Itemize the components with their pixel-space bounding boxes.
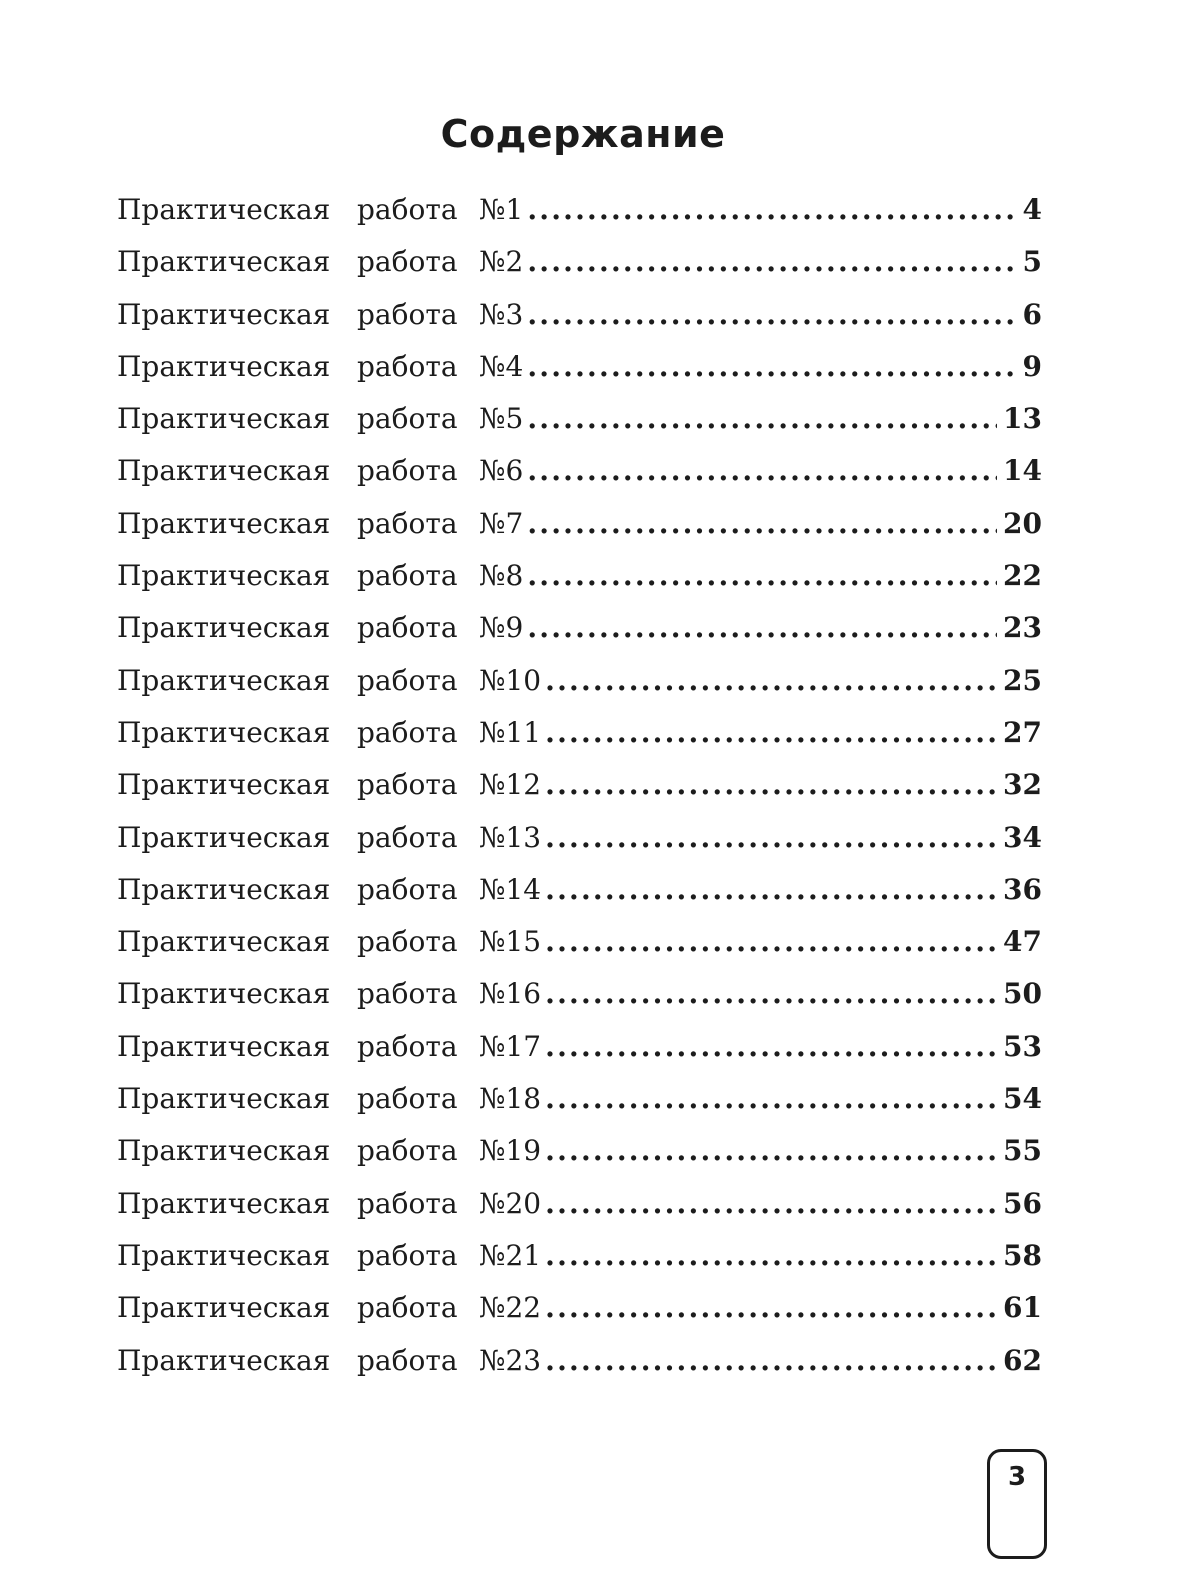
toc-row[interactable] (117, 1282, 1042, 1334)
toc-dot-leader (527, 498, 997, 550)
toc-page-number: 6 (1022, 297, 1042, 331)
toc-dot-leader (545, 1073, 997, 1125)
toc-entry-word1: Практическая (117, 925, 331, 959)
toc-entry-word2: работа (357, 349, 458, 383)
toc-entry-word1: Практическая (117, 872, 331, 906)
toc-entry-word2: работа (357, 402, 458, 436)
toc-page-number: 61 (1003, 1291, 1042, 1325)
toc-entry-word1: Практическая (117, 663, 331, 697)
toc-entry-number: №6 (479, 454, 524, 488)
toc-entry-number: №7 (479, 506, 524, 540)
toc-page-number: 55 (1003, 1134, 1042, 1168)
toc-dot-leader (545, 916, 997, 968)
toc-page-number: 13 (1003, 402, 1042, 436)
toc-dot-leader (545, 1230, 997, 1282)
toc-entry-word1: Практическая (117, 1082, 331, 1116)
toc-row[interactable] (117, 445, 1042, 497)
toc-row[interactable] (117, 864, 1042, 916)
toc-entry-word2: работа (357, 768, 458, 802)
toc-entry-number: №9 (479, 611, 524, 645)
toc-entry-word2: работа (357, 715, 458, 749)
toc-entry-number: №1 (479, 193, 524, 226)
toc-page-number: 58 (1003, 1238, 1042, 1272)
toc-dot-leader (545, 707, 997, 759)
toc-entry-word2: работа (357, 559, 458, 593)
toc-entry-word2: работа (357, 245, 458, 279)
toc-entry-number: №10 (479, 663, 542, 697)
toc-entry-number: №16 (479, 977, 542, 1011)
page-title: Содержание (440, 112, 726, 156)
toc-dot-leader (527, 184, 1016, 236)
toc-entry-word2: работа (357, 193, 458, 226)
toc-page-number: 20 (1003, 506, 1042, 540)
toc-page-number: 4 (1022, 193, 1042, 226)
toc-entry-word2: работа (357, 611, 458, 645)
toc-entry-word1: Практическая (117, 715, 331, 749)
toc-row[interactable] (117, 393, 1042, 445)
toc-row[interactable] (117, 289, 1042, 341)
toc-page-number: 9 (1022, 349, 1042, 383)
toc-entry-number: №2 (479, 245, 524, 279)
toc-entry-word2: работа (357, 1343, 458, 1377)
toc-entry-number: №20 (479, 1186, 542, 1220)
toc-row[interactable] (117, 812, 1042, 864)
toc-entry-number: №17 (479, 1029, 542, 1063)
toc-dot-leader (545, 968, 997, 1020)
toc-entry-number: №4 (479, 349, 524, 383)
toc-row[interactable] (117, 707, 1042, 759)
toc-dot-leader (527, 445, 997, 497)
toc-entry-word1: Практическая (117, 402, 331, 436)
toc-dot-leader (527, 341, 1016, 393)
toc-page-number: 53 (1003, 1029, 1042, 1063)
page-number: 3 (1007, 1462, 1027, 1492)
toc-page-number: 36 (1003, 872, 1042, 906)
toc-row[interactable] (117, 1335, 1042, 1387)
toc-row[interactable] (117, 1021, 1042, 1073)
toc-dot-leader (545, 812, 997, 864)
toc-dot-leader (545, 1335, 997, 1387)
toc-entry-word2: работа (357, 506, 458, 540)
toc-row[interactable] (117, 498, 1042, 550)
toc-row[interactable] (117, 1073, 1042, 1125)
toc-dot-leader (527, 393, 997, 445)
toc-row[interactable] (117, 1125, 1042, 1177)
toc-dot-leader (545, 759, 997, 811)
toc-row[interactable] (117, 236, 1042, 288)
toc-row[interactable] (117, 1178, 1042, 1230)
toc-page-number: 14 (1003, 454, 1042, 488)
toc-entry-word2: работа (357, 925, 458, 959)
toc-dot-leader (527, 602, 997, 654)
toc-entry-word2: работа (357, 977, 458, 1011)
toc-page-number: 25 (1003, 663, 1042, 697)
toc-row[interactable] (117, 916, 1042, 968)
toc-dot-leader (545, 1282, 997, 1334)
toc-page-number: 5 (1022, 245, 1042, 279)
toc-entry-number: №11 (479, 715, 542, 749)
toc-dot-leader (545, 1178, 997, 1230)
toc-entry-word1: Практическая (117, 349, 331, 383)
toc-dot-leader (527, 550, 997, 602)
toc-entry-word2: работа (357, 1134, 458, 1168)
toc-page-number: 62 (1003, 1343, 1042, 1377)
toc-entry-word2: работа (357, 1238, 458, 1272)
toc-row[interactable] (117, 655, 1042, 707)
toc-entry-word2: работа (357, 454, 458, 488)
toc-entry-number: №8 (479, 559, 524, 593)
toc-entry-number: №19 (479, 1134, 542, 1168)
toc-dot-leader (545, 1021, 997, 1073)
toc-entry-word2: работа (357, 1082, 458, 1116)
toc-entry-word2: работа (357, 663, 458, 697)
toc-entry-word1: Практическая (117, 977, 331, 1011)
table-of-contents (117, 184, 1042, 1387)
toc-page-number: 27 (1003, 715, 1042, 749)
toc-entry-word1: Практическая (117, 506, 331, 540)
toc-entry-number: №15 (479, 925, 542, 959)
toc-row[interactable] (117, 602, 1042, 654)
toc-page-number: 56 (1003, 1186, 1042, 1220)
toc-row[interactable] (117, 550, 1042, 602)
toc-dot-leader (545, 1125, 997, 1177)
toc-entry-word1: Практическая (117, 820, 331, 854)
toc-page-number: 34 (1003, 820, 1042, 854)
toc-entry-number: №18 (479, 1082, 542, 1116)
toc-dot-leader (545, 655, 997, 707)
toc-row[interactable] (117, 341, 1042, 393)
page-number-tab (987, 1449, 1047, 1559)
toc-dot-leader (527, 236, 1016, 288)
toc-row[interactable] (117, 968, 1042, 1020)
toc-entry-word1: Практическая (117, 1291, 331, 1325)
toc-entry-number: №23 (479, 1343, 542, 1377)
toc-entry-number: №14 (479, 872, 542, 906)
toc-entry-word1: Практическая (117, 193, 331, 226)
toc-entry-word1: Практическая (117, 1343, 331, 1377)
toc-entry-word1: Практическая (117, 454, 331, 488)
toc-entry-word2: работа (357, 297, 458, 331)
toc-entry-word1: Практическая (117, 1029, 331, 1063)
toc-row[interactable] (117, 1230, 1042, 1282)
toc-entry-number: №13 (479, 820, 542, 854)
toc-entry-word2: работа (357, 1029, 458, 1063)
toc-entry-word1: Практическая (117, 559, 331, 593)
toc-page-number: 32 (1003, 768, 1042, 802)
toc-page-number: 22 (1003, 559, 1042, 593)
toc-entry-word2: работа (357, 1291, 458, 1325)
toc-entry-number: №21 (479, 1238, 542, 1272)
toc-entry-number: №12 (479, 768, 542, 802)
toc-entry-word1: Практическая (117, 1186, 331, 1220)
toc-page-number: 47 (1003, 925, 1042, 959)
toc-entry-word1: Практическая (117, 768, 331, 802)
toc-page-number: 23 (1003, 611, 1042, 645)
toc-entry-word2: работа (357, 872, 458, 906)
toc-row[interactable] (117, 759, 1042, 811)
toc-entry-word1: Практическая (117, 1238, 331, 1272)
toc-dot-leader (545, 864, 997, 916)
toc-page-number: 50 (1003, 977, 1042, 1011)
toc-page-number: 54 (1003, 1082, 1042, 1116)
toc-entry-number: №3 (479, 297, 524, 331)
toc-entry-number: №22 (479, 1291, 542, 1325)
toc-dot-leader (527, 289, 1016, 341)
toc-row[interactable] (117, 184, 1042, 236)
toc-entry-word2: работа (357, 820, 458, 854)
toc-entry-word1: Практическая (117, 611, 331, 645)
toc-entry-number: №5 (479, 402, 524, 436)
toc-entry-word1: Практическая (117, 245, 331, 279)
toc-entry-word1: Практическая (117, 297, 331, 331)
toc-entry-word2: работа (357, 1186, 458, 1220)
toc-entry-word1: Практическая (117, 1134, 331, 1168)
